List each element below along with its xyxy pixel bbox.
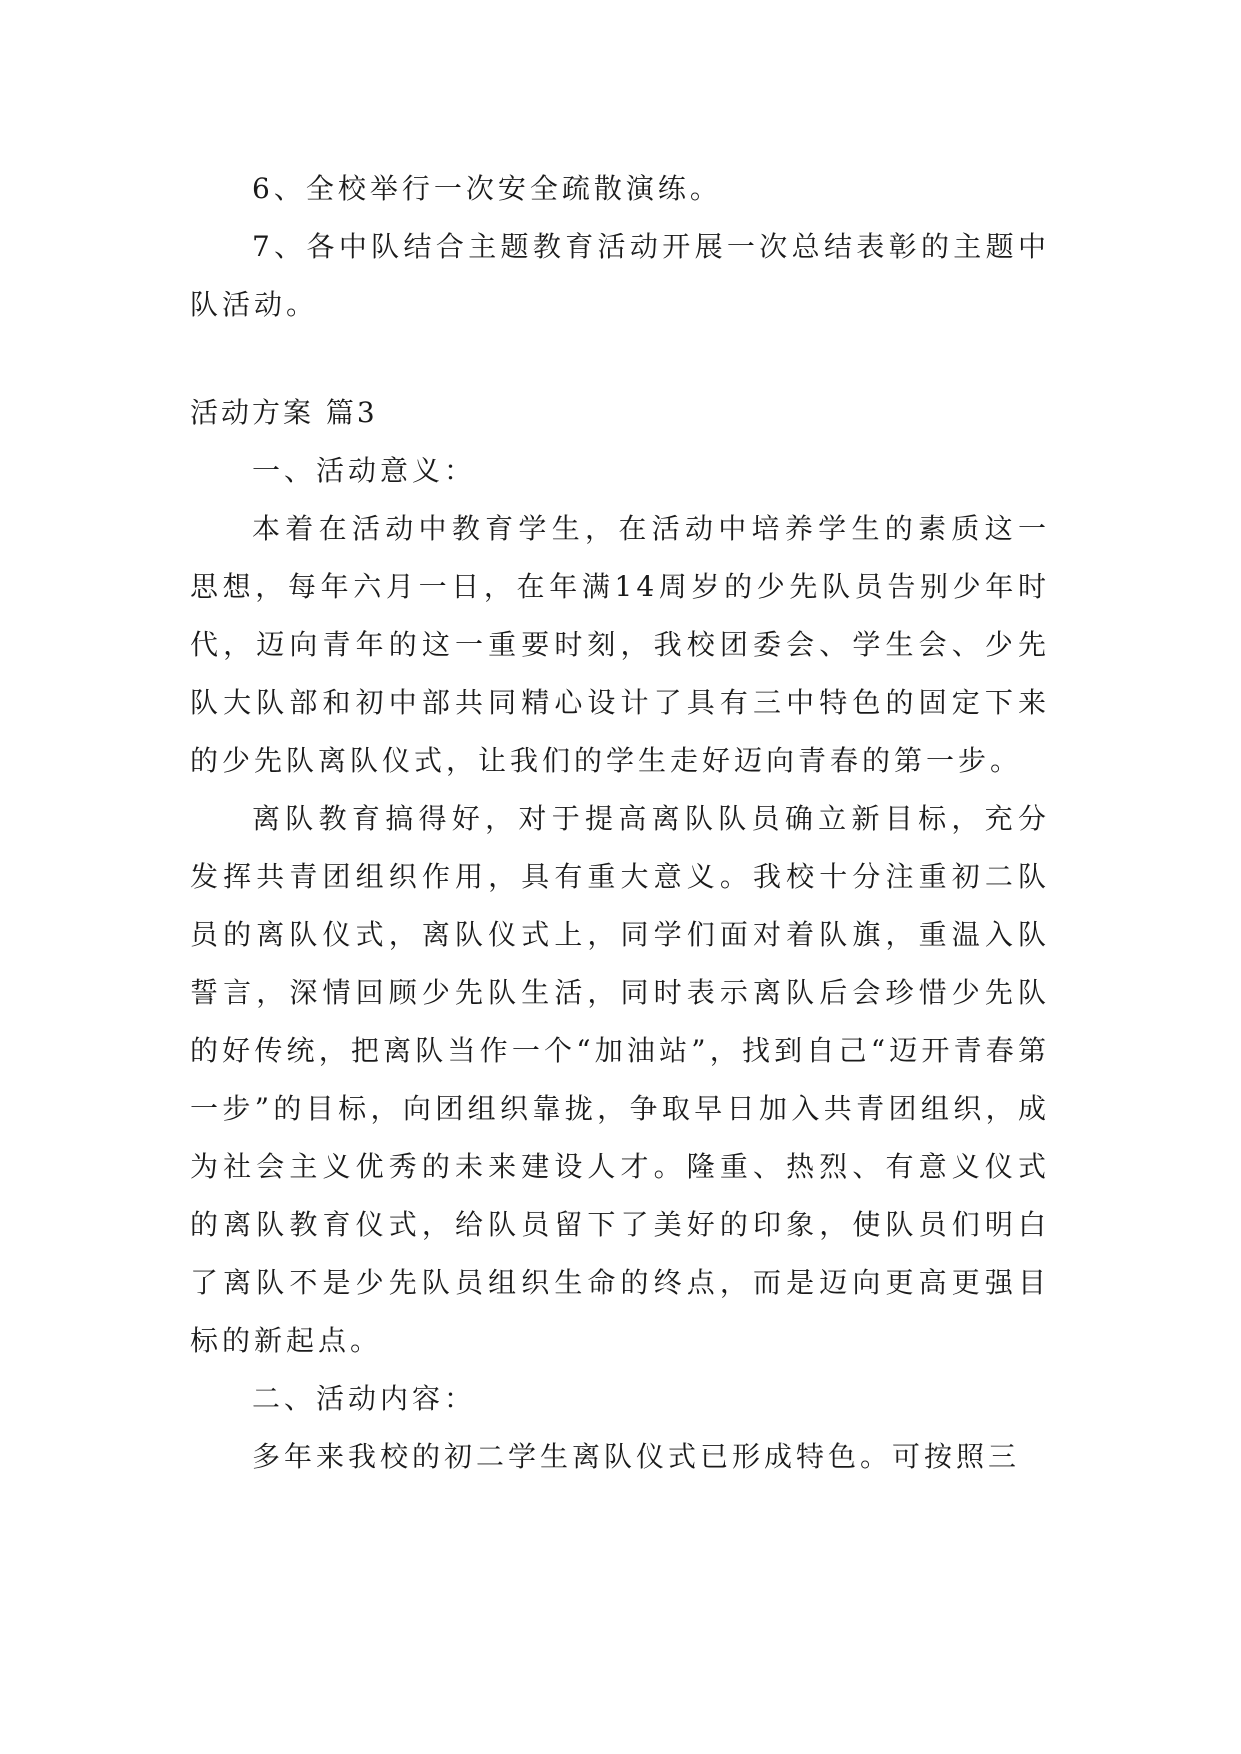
body-paragraph: 本着在活动中教育学生，在活动中培养学生的素质这一思想，每年六月一日，在年满14周岁的少先队员告别少年时代，迈向青年的这一重要时刻，我校团委会、学生会、少先队大队部和初中部共同精心设计了具有三中特色的固定下来的少先队离队仪式，让我们的学生走好迈向青春的第一步。: [190, 512, 1050, 777]
list-item-6: 6、全校举行一次安全疏散演练。: [252, 172, 722, 205]
body-paragraph: 离队教育搞得好，对于提高离队队员确立新目标，充分发挥共青团组织作用，具有重大意义。我校十分注重初二队员的离队仪式，离队仪式上，同学们面对着队旗，重温入队誓言，深情回顾少先队生活，同时表示离队后会珍惜少先队的好传统，把离队当作一个“加油站”，找到自己“迈开青春第一步”的目标，向团组织靠拢，争取早日加入共青团组织，成为社会主义优秀的未来建设人才。隆重、热烈、有意义仪式的离队教育仪式，给队员留下了美好的印象，使队员们明白了离队不是少先队员组织生命的终点，而是迈向更高更强目标的新起点。: [190, 802, 1050, 1357]
section-heading: 活动方案 篇3: [190, 396, 378, 429]
body-paragraph: 多年来我校的初二学生离队仪式已形成特色。可按照三: [252, 1440, 1021, 1473]
subheading-activity-content: 二、活动内容：: [252, 1382, 477, 1415]
list-item-7: 7、各中队结合主题教育活动开展一次总结表彰的主题中队活动。: [190, 230, 1050, 321]
document-body: [190, 160, 1050, 1486]
subheading-activity-significance: 一、活动意义：: [252, 454, 477, 487]
